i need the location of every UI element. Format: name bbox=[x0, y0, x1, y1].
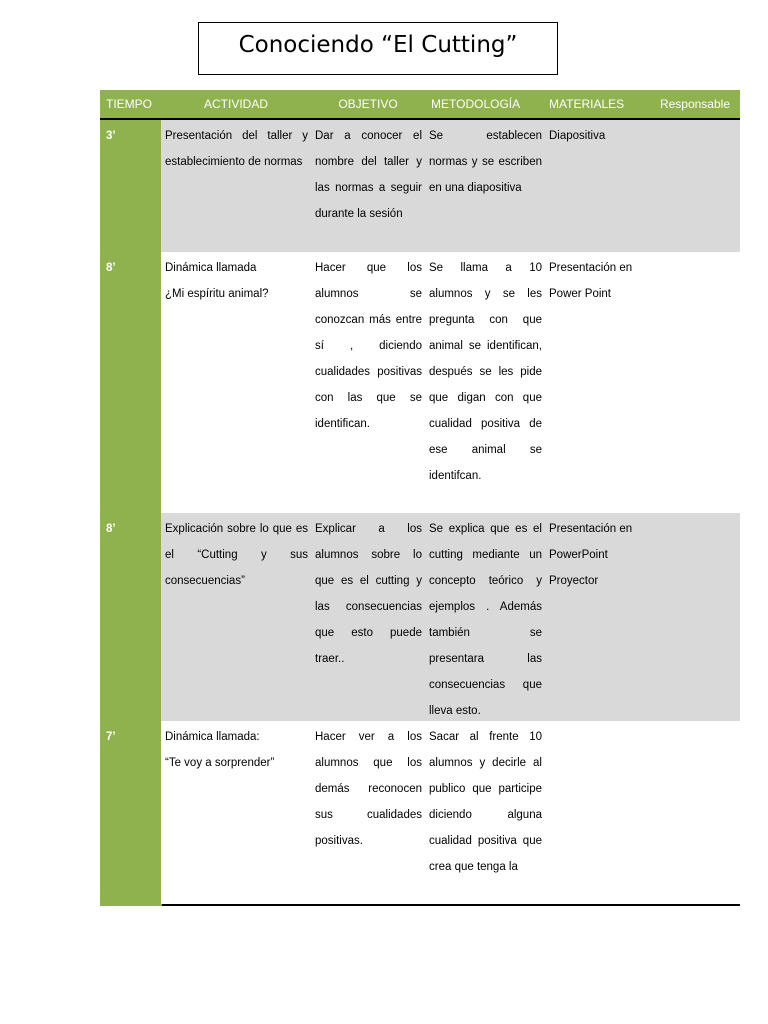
table-row bbox=[100, 252, 740, 513]
cell-actividad: Dinámica llamada: “Te voy a sorprender” bbox=[165, 731, 275, 769]
cell-responsable bbox=[645, 513, 740, 721]
cell-tiempo: 3’ bbox=[100, 120, 161, 252]
cell-tiempo: 7’ bbox=[100, 721, 161, 904]
activity-table bbox=[100, 90, 740, 904]
table-row bbox=[100, 513, 740, 721]
cell-objetivo: Hacer ver a los alumnos que los demás reconocen sus cualidades positivas. bbox=[315, 731, 422, 847]
cell-objetivo: Dar a conocer el nombre del taller y las normas a seguir durante la sesión bbox=[311, 120, 425, 252]
header-metodologia: METODOLOGÍA bbox=[431, 97, 521, 111]
document-title: Conociendo “El Cutting” bbox=[198, 22, 558, 75]
header-materiales: MATERIALES bbox=[549, 97, 625, 111]
cell-tiempo: 8’ bbox=[100, 513, 161, 721]
cell-metodologia: Sacar al frente 10 alumnos y decirle al publico que participe diciendo alguna cualidad positiva que crea que tenga la bbox=[429, 731, 542, 873]
table-row bbox=[100, 120, 740, 252]
cell-materiales: Presentación en Power Point bbox=[549, 262, 633, 300]
cell-metodologia: Se llama a 10 alumnos y se les pregunta con que animal se identifican, después se les pide que digan con que cualidad positiva de ese animal se identifcan. bbox=[429, 262, 542, 482]
table-bottom-accent bbox=[100, 904, 162, 906]
cell-responsable bbox=[645, 120, 740, 252]
cell-metodologia: Se establecen normas y se escriben en una diapositiva bbox=[425, 120, 545, 252]
cell-actividad: Presentación del taller y establecimiento de normas bbox=[161, 120, 311, 252]
header-actividad: ACTIVIDAD bbox=[203, 97, 268, 111]
cell-materiales bbox=[545, 721, 645, 904]
cell-actividad: Explicación sobre lo que es el “Cutting y sus consecuencias” bbox=[161, 513, 311, 721]
cell-materiales: Diapositiva bbox=[545, 120, 645, 252]
cell-metodologia: Se explica que es el cutting mediante un concepto teórico y ejemplos . Además también se presentara las consecuencias que lleva esto. bbox=[425, 513, 545, 721]
header-tiempo: TIEMPO bbox=[106, 97, 153, 111]
cell-objetivo: Hacer que los alumnos se conozcan más entre sí , diciendo cualidades positivas con las que se identifican. bbox=[315, 262, 422, 430]
header-objetivo: OBJETIVO bbox=[338, 97, 398, 111]
table-bottom-border bbox=[162, 904, 740, 906]
cell-objetivo: Explicar a los alumnos sobre lo que es el cutting y las consecuencias que esto puede traer.. bbox=[311, 513, 425, 721]
table-header bbox=[100, 90, 740, 120]
cell-responsable bbox=[645, 721, 740, 904]
cell-responsable bbox=[645, 252, 740, 513]
cell-tiempo: 8’ bbox=[100, 252, 161, 513]
table-row bbox=[100, 721, 740, 904]
cell-materiales: Presentación en PowerPoint Proyector bbox=[545, 513, 645, 721]
cell-actividad: Dinámica llamada ¿Mi espíritu animal? bbox=[165, 262, 269, 300]
header-responsable: Responsable bbox=[659, 97, 730, 111]
